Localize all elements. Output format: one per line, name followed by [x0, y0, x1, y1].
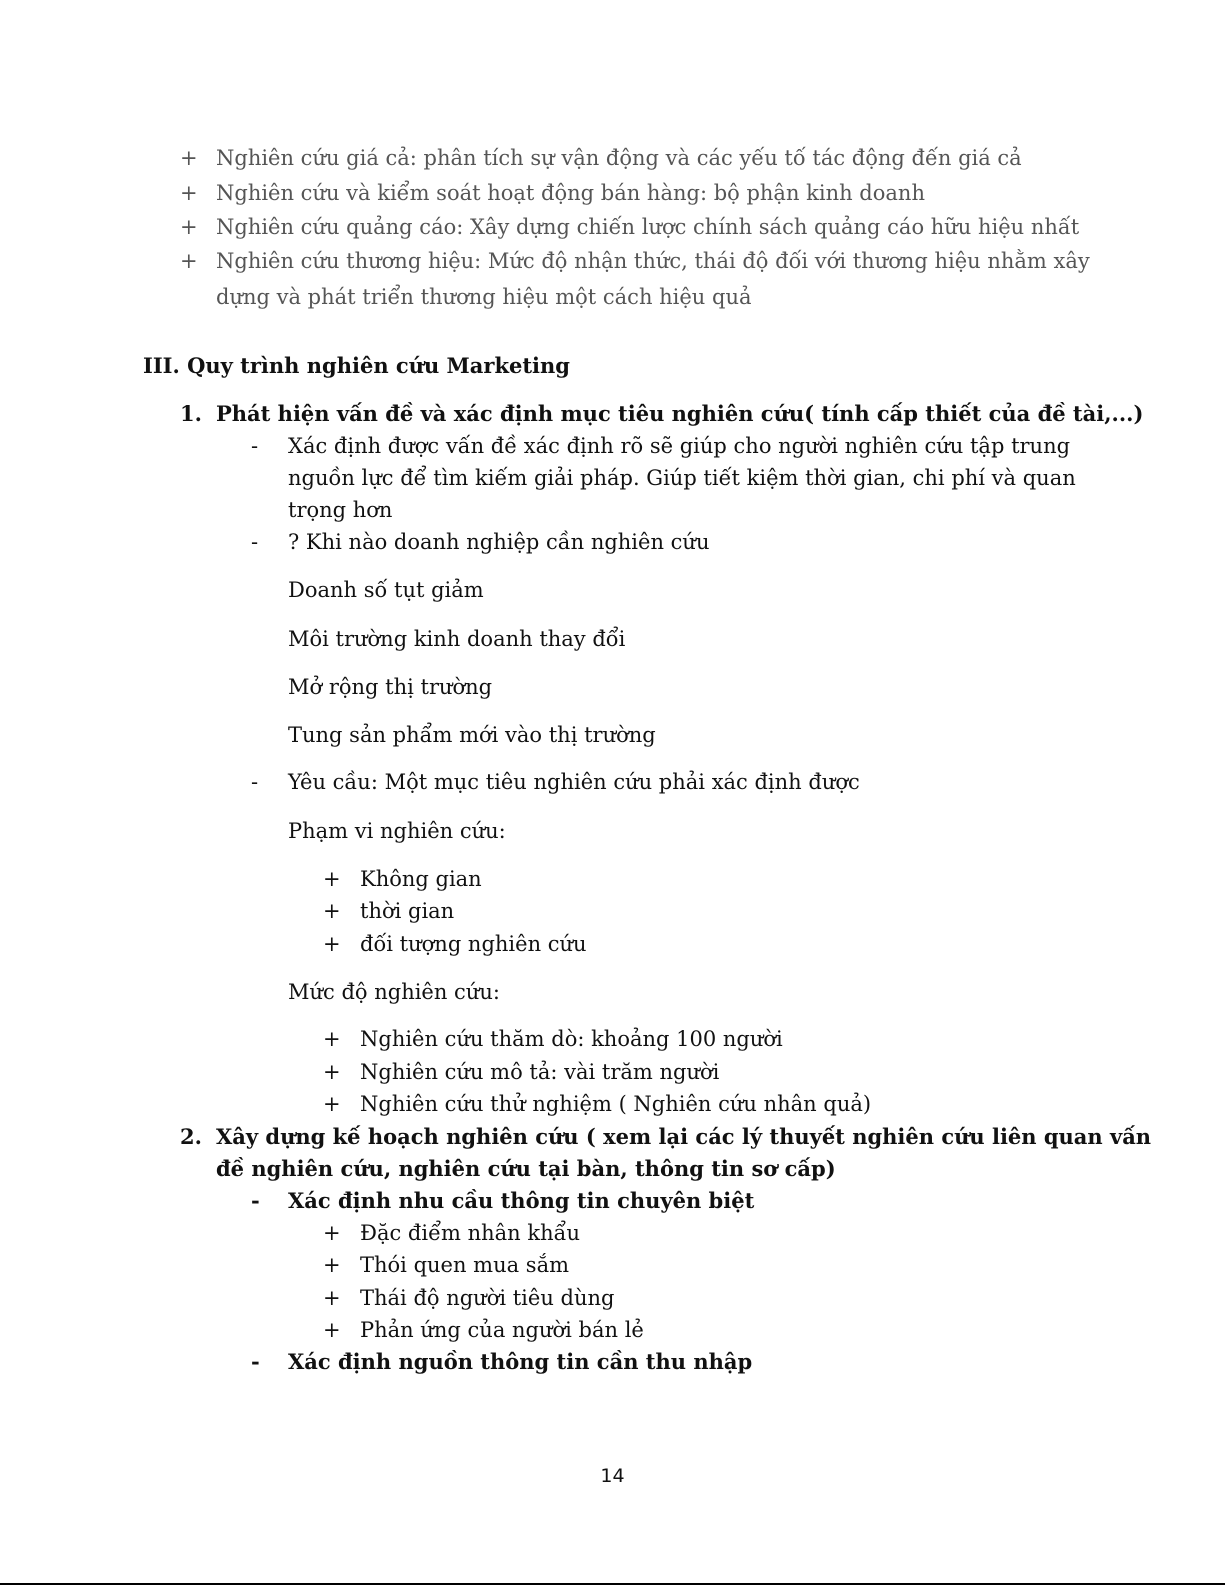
- plus-bullet: +: [323, 932, 341, 956]
- when-item: Tung sản phẩm mới vào thị trường: [288, 723, 656, 747]
- when-item: Mở rộng thị trường: [288, 675, 493, 699]
- step-title-continuation: đề nghiên cứu, nghiên cứu tại bàn, thông tin sơ cấp): [216, 1156, 836, 1181]
- step-number: 1.: [180, 401, 202, 426]
- plus-bullet: +: [180, 146, 198, 170]
- plus-bullet: +: [323, 1318, 341, 1342]
- point-text: Yêu cầu: Một mục tiêu nghiên cứu phải xác định được: [288, 770, 860, 794]
- plus-bullet: +: [323, 867, 341, 891]
- plus-bullet: +: [323, 1221, 341, 1245]
- point-text: nguồn lực để tìm kiếm giải pháp. Giúp tiết kiệm thời gian, chi phí và quan: [288, 466, 1076, 490]
- plus-bullet: +: [323, 1286, 341, 1310]
- level-label: Mức độ nghiên cứu:: [288, 980, 500, 1004]
- step-title: Xây dựng kế hoạch nghiên cứu ( xem lại các lý thuyết nghiên cứu liên quan vấn: [216, 1124, 1152, 1149]
- level-item: Nghiên cứu thử nghiệm ( Nghiên cứu nhân quả): [360, 1092, 872, 1116]
- subheading: Xác định nguồn thông tin cần thu nhập: [288, 1349, 753, 1374]
- step-number: 2.: [180, 1124, 202, 1149]
- dash-bullet: -: [251, 1349, 260, 1374]
- list-item: Nghiên cứu thương hiệu: Mức độ nhận thức, thái độ đối với thương hiệu nhằm xây: [216, 249, 1090, 273]
- list-item-continuation: dựng và phát triển thương hiệu một cách hiệu quả: [216, 285, 752, 309]
- point-text: trọng hơn: [288, 498, 393, 522]
- point-text: ? Khi nào doanh nghiệp cần nghiên cứu: [288, 530, 710, 554]
- point-text: Xác định được vấn đề xác định rõ sẽ giúp cho người nghiên cứu tập trung: [288, 434, 1071, 458]
- dash-bullet: -: [251, 530, 259, 554]
- plus-bullet: +: [323, 899, 341, 923]
- list-item: Nghiên cứu quảng cáo: Xây dựng chiến lược chính sách quảng cáo hữu hiệu nhất: [216, 215, 1080, 239]
- when-item: Doanh số tụt giảm: [288, 578, 484, 602]
- section-heading: III. Quy trình nghiên cứu Marketing: [143, 353, 570, 378]
- dash-bullet: -: [251, 434, 259, 458]
- when-item: Môi trường kinh doanh thay đổi: [288, 627, 626, 651]
- info-need-item: Phản ứng của người bán lẻ: [360, 1318, 644, 1342]
- scope-item: Không gian: [360, 867, 482, 891]
- plus-bullet: +: [323, 1027, 341, 1051]
- plus-bullet: +: [180, 181, 198, 205]
- subheading: Xác định nhu cầu thông tin chuyên biệt: [288, 1188, 755, 1213]
- level-item: Nghiên cứu thăm dò: khoảng 100 người: [360, 1027, 783, 1051]
- plus-bullet: +: [323, 1092, 341, 1116]
- list-item: Nghiên cứu và kiểm soát hoạt động bán hàng: bộ phận kinh doanh: [216, 181, 925, 205]
- plus-bullet: +: [323, 1060, 341, 1084]
- dash-bullet: -: [251, 770, 259, 794]
- scope-label: Phạm vi nghiên cứu:: [288, 819, 506, 843]
- step-title: Phát hiện vấn đề và xác định mục tiêu nghiên cứu( tính cấp thiết của đề tài,...): [216, 401, 1144, 426]
- info-need-item: Thói quen mua sắm: [360, 1253, 570, 1277]
- scope-item: thời gian: [360, 899, 455, 923]
- list-item: Nghiên cứu giá cả: phân tích sự vận động và các yếu tố tác động đến giá cả: [216, 146, 1022, 170]
- page-number: 14: [600, 1465, 625, 1487]
- plus-bullet: +: [180, 249, 198, 273]
- dash-bullet: -: [251, 1188, 260, 1213]
- info-need-item: Đặc điểm nhân khẩu: [360, 1221, 580, 1245]
- level-item: Nghiên cứu mô tả: vài trăm người: [360, 1060, 720, 1084]
- plus-bullet: +: [323, 1253, 341, 1277]
- scope-item: đối tượng nghiên cứu: [360, 932, 587, 956]
- plus-bullet: +: [180, 215, 198, 239]
- info-need-item: Thái độ người tiêu dùng: [360, 1286, 615, 1310]
